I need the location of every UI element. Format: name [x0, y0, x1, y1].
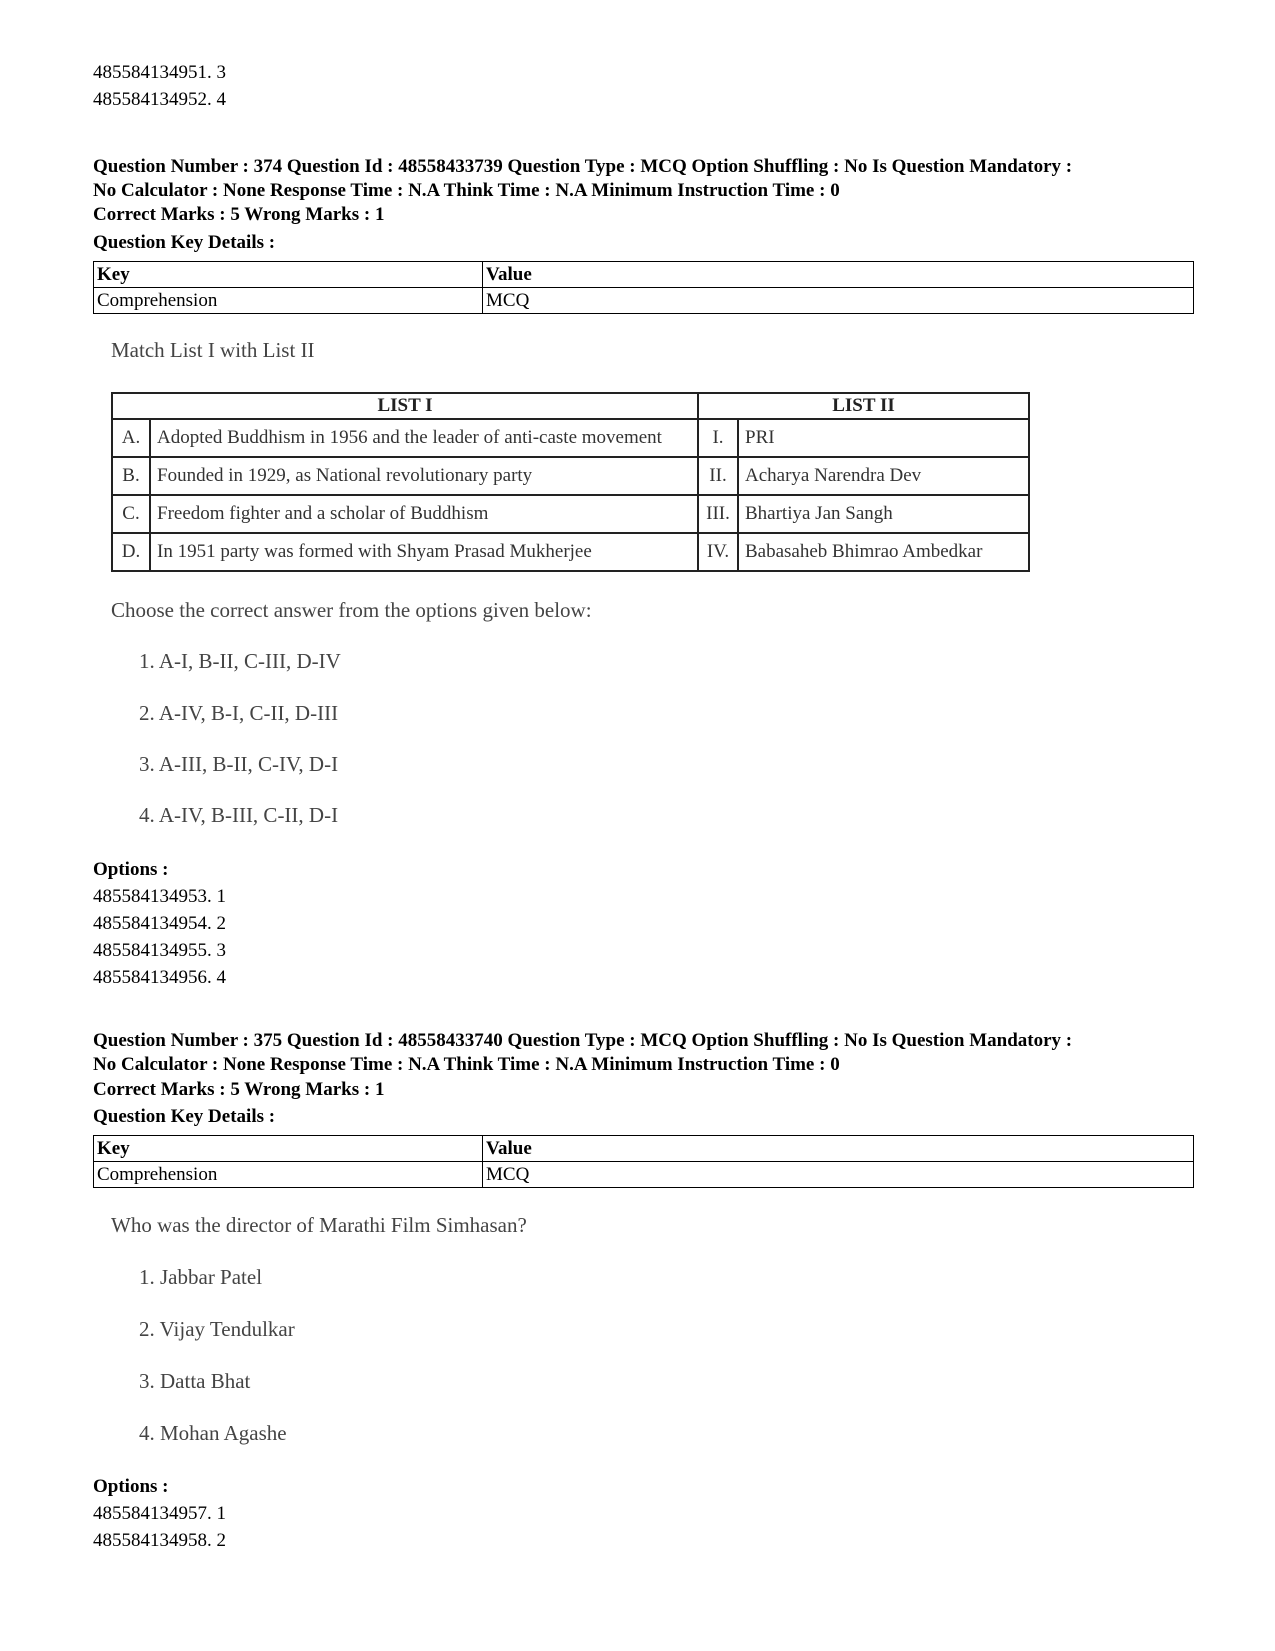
key-header-cell: Key — [94, 1136, 483, 1162]
question-header — [93, 1029, 1203, 1077]
marks-line: Correct Marks : 5 Wrong Marks : 1 — [93, 1079, 385, 1100]
list-two-numeral: III. — [698, 495, 738, 533]
value-cell: MCQ — [483, 288, 1194, 314]
question-header-line: Question Number : 374 Question Id : 48558433739 Question Type : MCQ Option Shuffling : No Is Question Mandatory : — [93, 156, 1073, 177]
list-two-numeral: I. — [698, 419, 738, 457]
key-table-row — [94, 1162, 1194, 1188]
question-prompt: Match List I with List II — [111, 338, 315, 362]
key-details-table — [93, 261, 1194, 314]
key-cell: Comprehension — [94, 288, 483, 314]
question-header-line: No Calculator : None Response Time : N.A Think Time : N.A Minimum Instruction Time : 0 — [93, 180, 840, 201]
match-table-row — [112, 533, 1029, 571]
key-details-label: Question Key Details : — [93, 1106, 276, 1127]
answer-choice: 1. A-I, B-II, C-III, D-IV — [139, 649, 341, 673]
match-table-row — [112, 419, 1029, 457]
question-prompt: Who was the director of Marathi Film Simhasan? — [111, 1213, 527, 1237]
key-details-label: Question Key Details : — [93, 232, 276, 253]
option-line: 485584134957. 1 — [93, 1503, 226, 1524]
question-header-line: No Calculator : None Response Time : N.A Think Time : N.A Minimum Instruction Time : 0 — [93, 1054, 840, 1075]
value-header-cell: Value — [483, 262, 1194, 288]
list-one-letter: D. — [112, 533, 150, 571]
value-header-cell: Value — [483, 1136, 1194, 1162]
match-table-row — [112, 457, 1029, 495]
list-two-item: Babasaheb Bhimrao Ambedkar — [738, 533, 1029, 571]
list-one-letter: A. — [112, 419, 150, 457]
list-one-item: Freedom fighter and a scholar of Buddhism — [150, 495, 698, 533]
answer-choice: 4. A-IV, B-III, C-II, D-I — [139, 803, 339, 827]
question-header-line: Question Number : 375 Question Id : 48558433740 Question Type : MCQ Option Shuffling : No Is Question Mandatory : — [93, 1030, 1073, 1051]
options-label: Options : — [93, 859, 169, 880]
list-one-letter: B. — [112, 457, 150, 495]
answer-choice: 3. A-III, B-II, C-IV, D-I — [139, 752, 339, 776]
answer-choice: 1. Jabbar Patel — [139, 1265, 263, 1289]
value-cell: MCQ — [483, 1162, 1194, 1188]
option-line: 485584134954. 2 — [93, 913, 226, 934]
match-list-table — [111, 392, 1030, 572]
answer-choice: 4. Mohan Agashe — [139, 1421, 287, 1445]
key-header-cell: Key — [94, 262, 483, 288]
answer-choice: 2. A-IV, B-I, C-II, D-III — [139, 701, 339, 725]
key-table-header-row — [94, 1136, 1194, 1162]
list-two-item: Acharya Narendra Dev — [738, 457, 1029, 495]
list-one-header: LIST I — [112, 393, 698, 419]
match-table-row — [112, 495, 1029, 533]
list-two-header: LIST II — [698, 393, 1029, 419]
list-two-item: Bhartiya Jan Sangh — [738, 495, 1029, 533]
list-one-item: In 1951 party was formed with Shyam Prasad Mukherjee — [150, 533, 698, 571]
option-line: 485584134952. 4 — [93, 89, 226, 110]
key-table-row — [94, 288, 1194, 314]
instruction-text: Choose the correct answer from the options given below: — [111, 598, 592, 622]
option-line: 485584134955. 3 — [93, 940, 226, 961]
options-label: Options : — [93, 1476, 169, 1497]
key-table-header-row — [94, 262, 1194, 288]
answer-choice: 3. Datta Bhat — [139, 1369, 251, 1393]
list-one-item: Founded in 1929, as National revolutionary party — [150, 457, 698, 495]
key-details-table — [93, 1135, 1194, 1188]
option-line: 485584134951. 3 — [93, 62, 226, 83]
marks-line: Correct Marks : 5 Wrong Marks : 1 — [93, 204, 385, 225]
list-two-numeral: IV. — [698, 533, 738, 571]
option-line: 485584134958. 2 — [93, 1530, 226, 1551]
list-one-item: Adopted Buddhism in 1956 and the leader of anti-caste movement — [150, 419, 698, 457]
option-line: 485584134956. 4 — [93, 967, 226, 988]
answer-choice: 2. Vijay Tendulkar — [139, 1317, 295, 1341]
list-two-numeral: II. — [698, 457, 738, 495]
list-two-item: PRI — [738, 419, 1029, 457]
question-header — [93, 155, 1203, 203]
match-table-header-row — [112, 393, 1029, 419]
list-one-letter: C. — [112, 495, 150, 533]
key-cell: Comprehension — [94, 1162, 483, 1188]
option-line: 485584134953. 1 — [93, 886, 226, 907]
